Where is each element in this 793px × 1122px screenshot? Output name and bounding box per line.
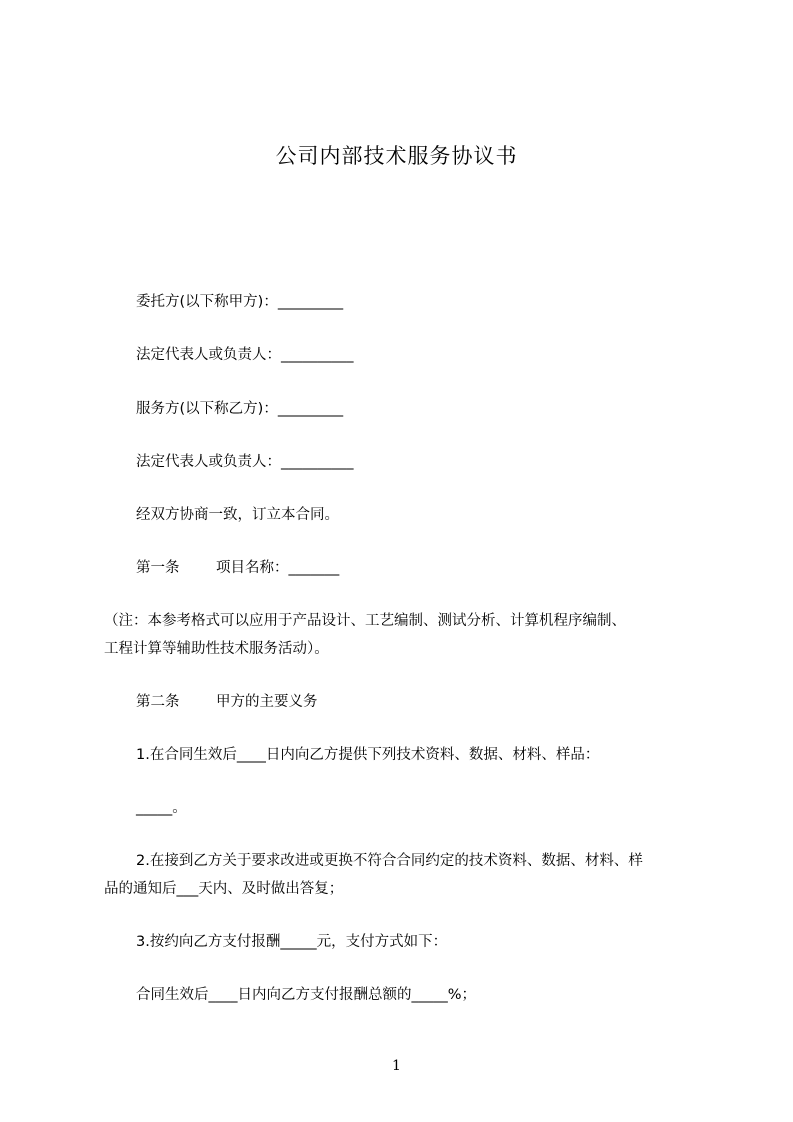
document-title: 公司内部技术服务协议书 xyxy=(275,144,518,168)
article-2 xyxy=(136,692,318,712)
obligation-item-1-blank: _____。 xyxy=(136,800,187,816)
article-2-text: 甲方的主要义务 xyxy=(216,694,318,710)
article-1-number: 第一条 xyxy=(136,560,180,576)
article-1 xyxy=(136,558,339,578)
page-number: 1 xyxy=(392,1058,401,1074)
note-line-1: （注：本参考格式可以应用于产品设计、工艺编制、测试分析、计算机程序编制、 xyxy=(104,613,626,629)
article-1-text: 项目名称：_______ xyxy=(216,560,340,576)
note-line-2: 工程计算等辅助性技术服务活动）。 xyxy=(104,641,329,657)
party-a-representative-line: 法定代表人或负责人：__________ xyxy=(136,347,354,363)
obligation-item-3: 3.按约向乙方支付报酬_____元，支付方式如下： xyxy=(136,934,448,950)
party-b-line: 服务方(以下称乙方)：_________ xyxy=(136,401,344,417)
article-2-number: 第二条 xyxy=(136,694,180,710)
obligation-item-2-line-2: 品的通知后___天内、及时做出答复； xyxy=(104,881,344,897)
party-b-representative-line: 法定代表人或负责人：__________ xyxy=(136,454,354,470)
agreement-statement: 经双方协商一致，订立本合同。 xyxy=(136,507,339,523)
obligation-item-1: 1.在合同生效后____日内向乙方提供下列技术资料、数据、材料、样品： xyxy=(136,747,600,763)
party-a-line: 委托方(以下称甲方)：_________ xyxy=(136,294,344,310)
obligation-item-2-line-1: 2.在接到乙方关于要求改进或更换不符合合同约定的技术资料、数据、材料、样 xyxy=(136,853,643,869)
payment-term-line: 合同生效后____日内向乙方支付报酬总额的_____%； xyxy=(136,987,477,1003)
